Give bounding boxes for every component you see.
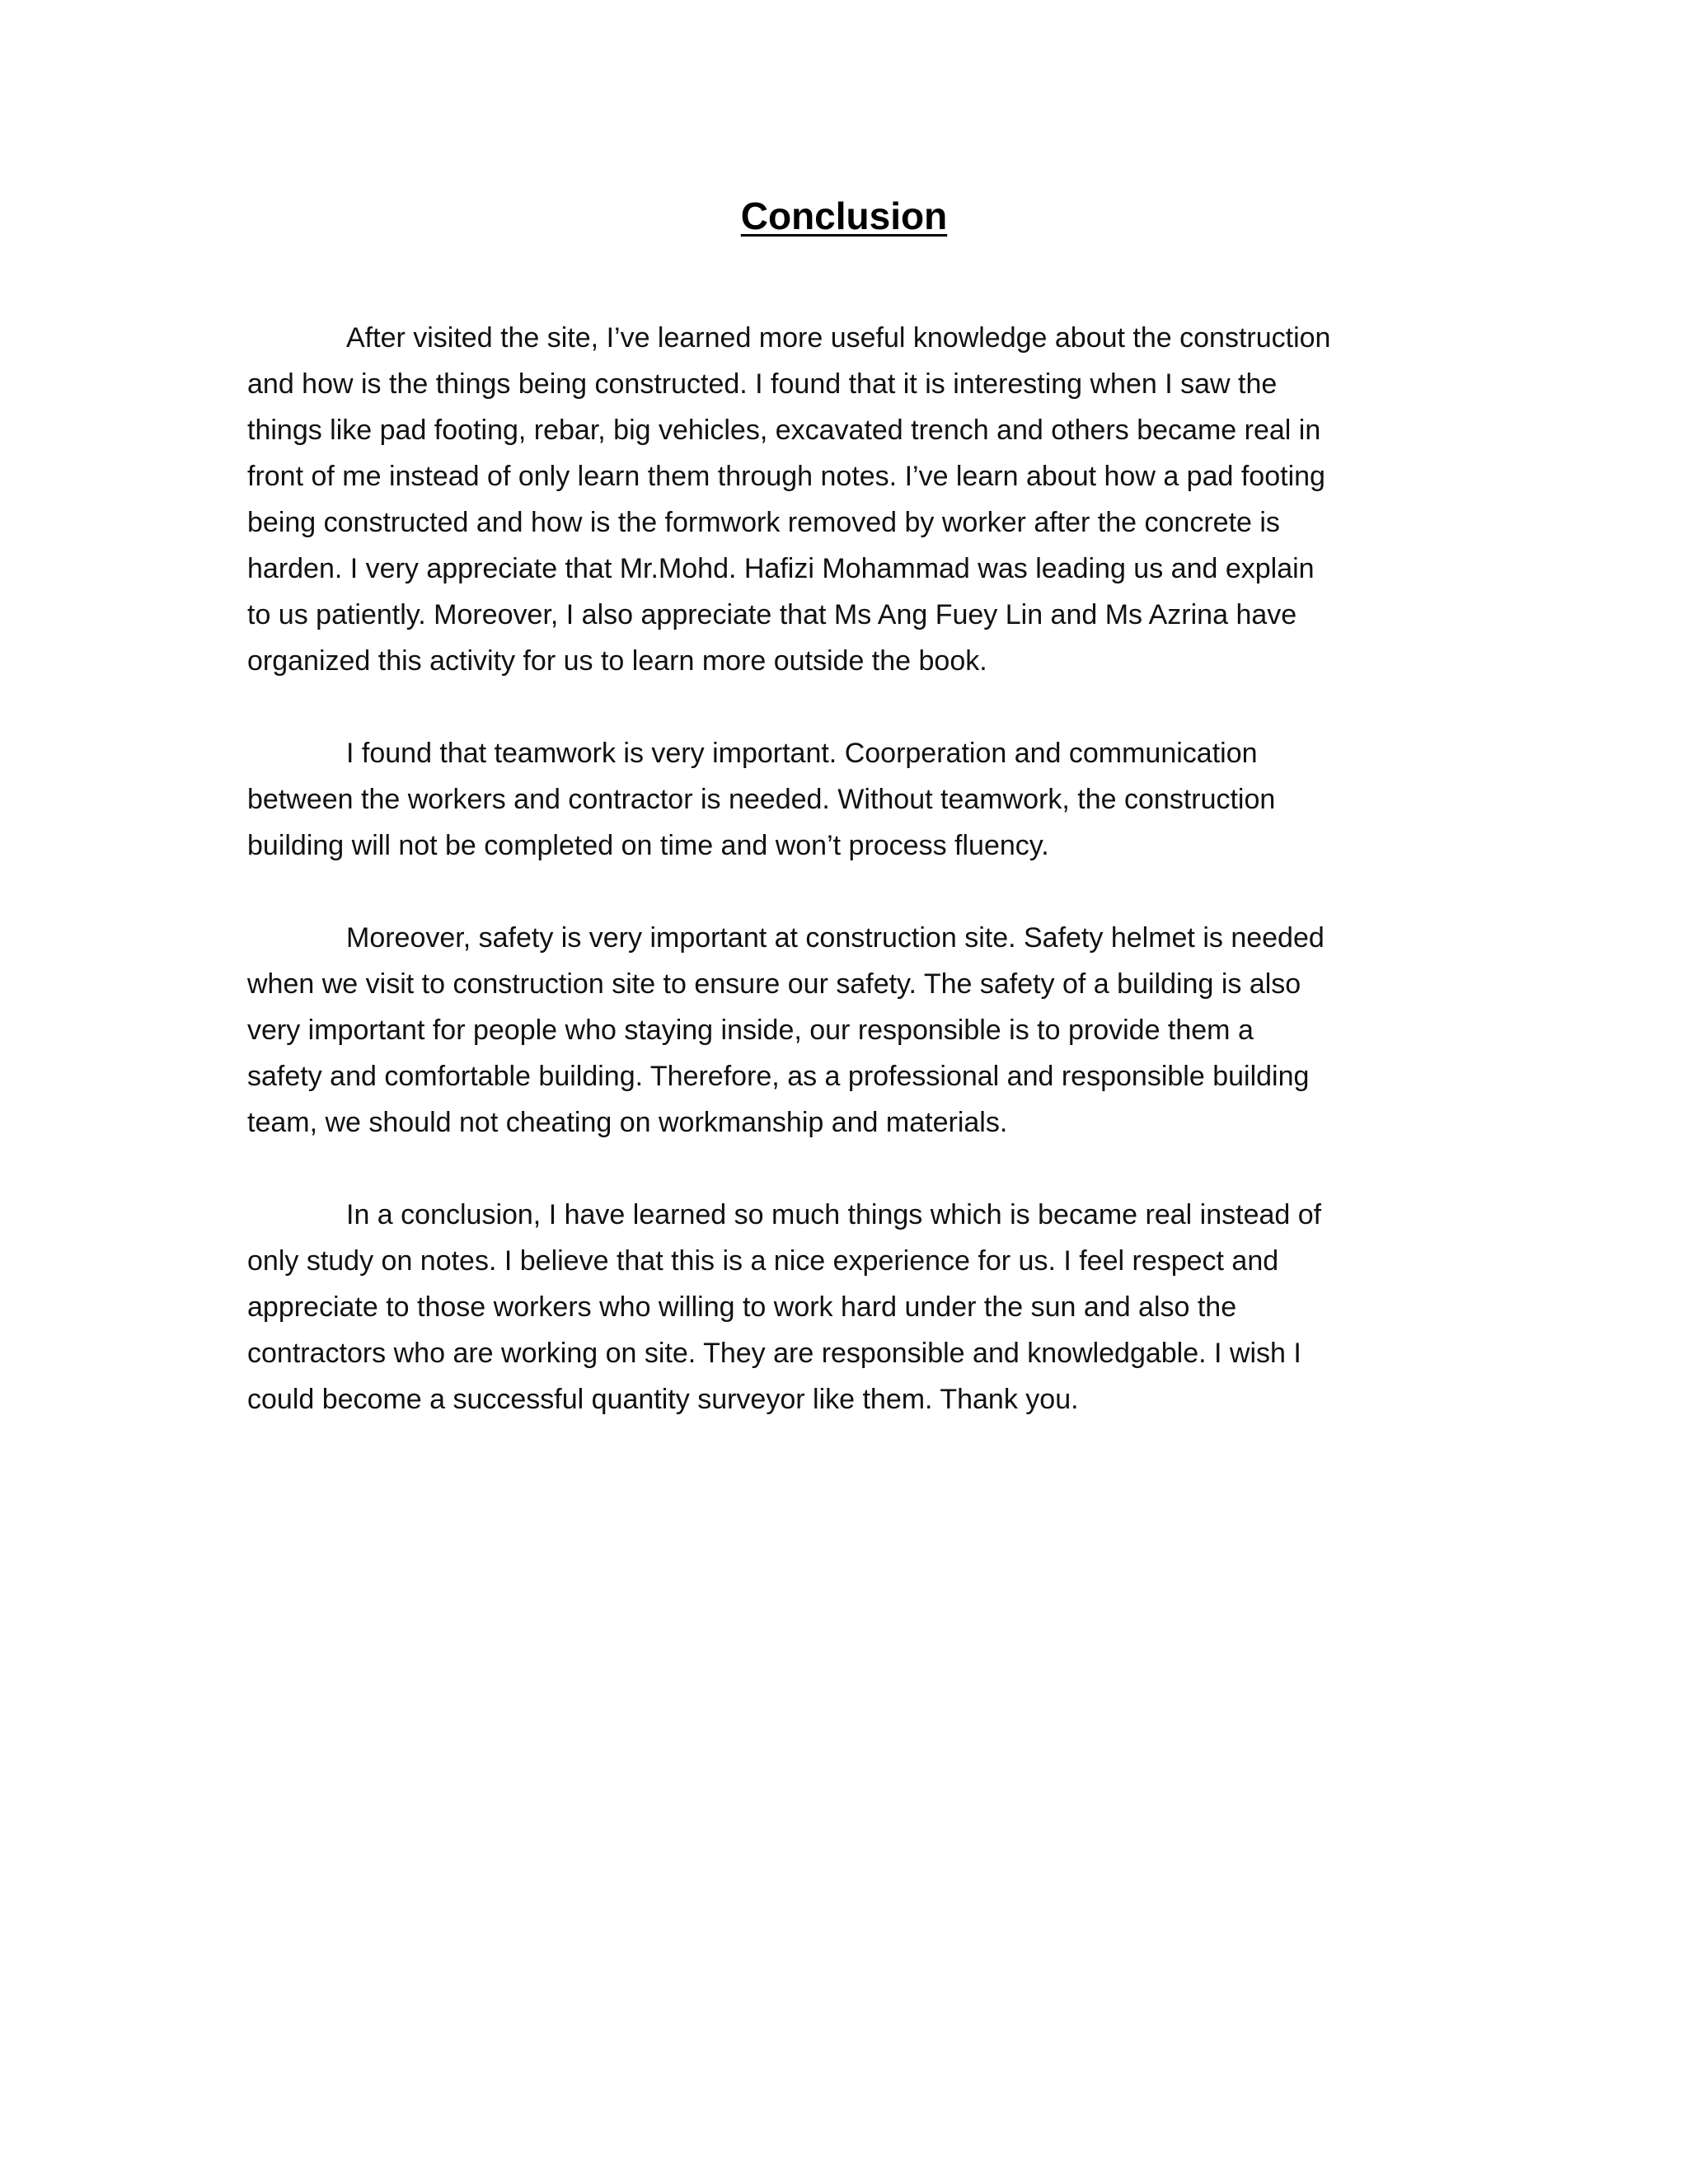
paragraph-line: between the workers and contractor is needed. Without teamwork, the construction (247, 784, 1276, 815)
paragraph-line: In a conclusion, I have learned so much things which is became real instead of (346, 1199, 1322, 1230)
paragraph-line: to us patiently. Moreover, I also appreciate that Ms Ang Fuey Lin and Ms Azrina have (247, 599, 1297, 630)
page-title (0, 191, 1688, 241)
paragraph-line: very important for people who staying inside, our responsible is to provide them a (247, 1015, 1254, 1046)
paragraph-line: building will not be completed on time and won’t process fluency. (247, 830, 1049, 861)
paragraph-line: appreciate to those workers who willing to work hard under the sun and also the (247, 1291, 1237, 1323)
paragraph-line: Moreover, safety is very important at construction site. Safety helmet is needed (346, 922, 1325, 954)
paragraph-3 (247, 915, 1442, 1146)
paragraph-line: things like pad footing, rebar, big vehicles, excavated trench and others became real in (247, 415, 1321, 446)
paragraph-line: I found that teamwork is very important. Coorperation and communication (346, 738, 1258, 769)
paragraph-line: only study on notes. I believe that this is a nice experience for us. I feel respect and (247, 1245, 1279, 1277)
paragraph-line: organized this activity for us to learn more outside the book. (247, 645, 987, 677)
paragraph-line: could become a successful quantity surveyor like them. Thank you. (247, 1384, 1079, 1415)
paragraph-line: front of me instead of only learn them through notes. I’ve learn about how a pad footing (247, 461, 1325, 492)
paragraph-line: team, we should not cheating on workmanship and materials. (247, 1107, 1008, 1138)
paragraph-line: when we visit to construction site to ensure our safety. The safety of a building is also (247, 968, 1301, 1000)
page-title-text: Conclusion (740, 194, 948, 237)
paragraph-line: being constructed and how is the formwork removed by worker after the concrete is (247, 507, 1280, 538)
paragraph-line: harden. I very appreciate that Mr.Mohd. Hafizi Mohammad was leading us and explain (247, 553, 1315, 584)
paragraph-line: safety and comfortable building. Therefore, as a professional and responsible building (247, 1061, 1310, 1092)
paragraph-line: After visited the site, I’ve learned more useful knowledge about the construction (346, 322, 1331, 354)
paragraph-2 (247, 730, 1442, 869)
paragraph-1 (247, 315, 1442, 684)
paragraph-4 (247, 1192, 1442, 1422)
paragraph-line: and how is the things being constructed. I found that it is interesting when I saw the (247, 368, 1278, 400)
paragraph-line: contractors who are working on site. They are responsible and knowledgable. I wish I (247, 1338, 1301, 1369)
